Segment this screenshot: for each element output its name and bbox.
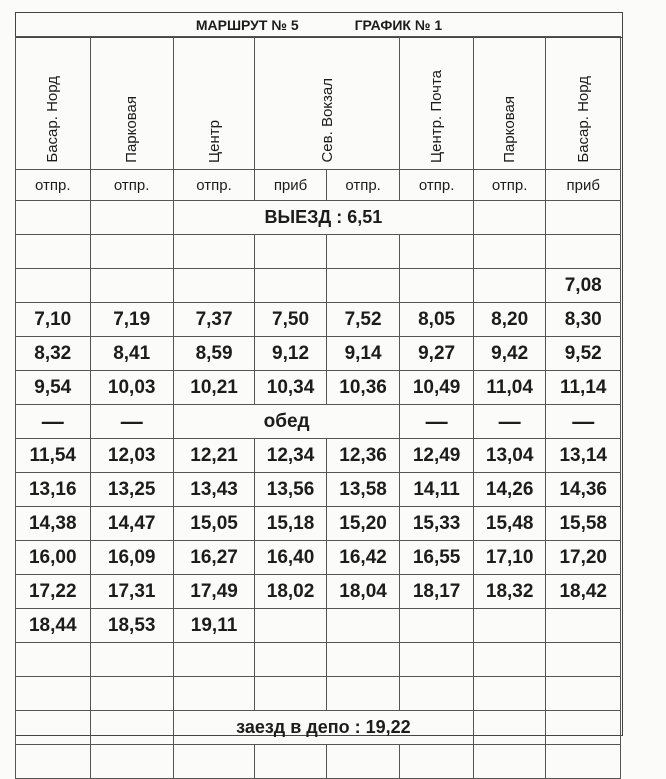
schedule-number: ГРАФИК № 1 (354, 17, 443, 33)
time-cell: 7,10 (16, 303, 91, 337)
time-cell: 13,25 (90, 473, 173, 507)
time-cell: 16,09 (90, 541, 173, 575)
stop-name: Сев. Вокзал (318, 78, 336, 163)
empty-cell (90, 711, 173, 745)
time-cell: 15,58 (546, 507, 621, 541)
timetable-grid (15, 36, 621, 779)
trip-row (16, 575, 621, 609)
time-cell: 14,11 (400, 473, 474, 507)
time-cell: 16,27 (173, 541, 254, 575)
timetable-title (16, 13, 622, 38)
timetable-sheet (15, 12, 623, 736)
time-cell: 16,40 (255, 541, 327, 575)
time-cell: 14,38 (16, 507, 91, 541)
dash-cell: — (546, 405, 621, 439)
time-cell: 18,17 (400, 575, 474, 609)
time-cell: 13,04 (473, 439, 546, 473)
time-cell: 17,31 (90, 575, 173, 609)
lunch-label: обед (173, 405, 399, 439)
subheader-cell: отпр. (400, 170, 474, 201)
time-cell: 16,00 (16, 541, 91, 575)
stop-header (16, 37, 91, 170)
time-cell: 9,54 (16, 371, 91, 405)
time-cell: 14,36 (546, 473, 621, 507)
stop-header (546, 37, 621, 170)
empty-cell (16, 711, 91, 745)
time-cell: 9,52 (546, 337, 621, 371)
departure-note: ВЫЕЗД : 6,51 (173, 201, 473, 235)
first-arrival-row (16, 269, 621, 303)
time-cell: 18,44 (16, 609, 91, 643)
time-cell: 11,04 (473, 371, 546, 405)
time-cell: 8,20 (473, 303, 546, 337)
time-cell: 19,11 (173, 609, 254, 643)
time-cell: 12,49 (400, 439, 474, 473)
last-trip-row (16, 609, 621, 643)
empty-row (16, 235, 621, 269)
empty-row (16, 677, 621, 711)
dash-cell: — (16, 405, 91, 439)
time-cell: 9,14 (326, 337, 400, 371)
stop-name: Басар. Норд (574, 76, 592, 163)
time-cell: 11,54 (16, 439, 91, 473)
subheader-row (16, 170, 621, 201)
dash-cell: — (90, 405, 173, 439)
subheader-cell: отпр. (90, 170, 173, 201)
time-cell: 17,49 (173, 575, 254, 609)
stops-header-row (16, 37, 621, 170)
empty-row (16, 643, 621, 677)
subheader-cell: отпр. (326, 170, 400, 201)
time-cell: 10,36 (326, 371, 400, 405)
time-cell: 8,59 (173, 337, 254, 371)
time-cell: 7,37 (173, 303, 254, 337)
stop-header (90, 37, 173, 170)
time-cell: 12,34 (255, 439, 327, 473)
stop-name: Парковая (123, 96, 141, 163)
trip-row (16, 303, 621, 337)
time-cell: 18,02 (255, 575, 327, 609)
time-cell: 15,18 (255, 507, 327, 541)
time-cell: 10,03 (90, 371, 173, 405)
time-cell: 12,21 (173, 439, 254, 473)
dash-cell: — (400, 405, 474, 439)
time-cell: 13,43 (173, 473, 254, 507)
time-cell: 9,27 (400, 337, 474, 371)
lunch-row (16, 405, 621, 439)
time-cell: 18,04 (326, 575, 400, 609)
empty-cell (473, 711, 546, 745)
time-cell: 7,50 (255, 303, 327, 337)
time-cell: 11,14 (546, 371, 621, 405)
dash-cell: — (473, 405, 546, 439)
stop-header (173, 37, 254, 170)
time-cell: 13,58 (326, 473, 400, 507)
time-cell: 12,03 (90, 439, 173, 473)
time-cell: 15,33 (400, 507, 474, 541)
time-cell: 8,30 (546, 303, 621, 337)
time-cell: 18,53 (90, 609, 173, 643)
stop-name: Центр (205, 120, 223, 163)
depot-row (16, 711, 621, 745)
time-cell: 13,56 (255, 473, 327, 507)
trip-row (16, 473, 621, 507)
time-cell: 8,05 (400, 303, 474, 337)
time-cell: 15,05 (173, 507, 254, 541)
empty-cell (473, 201, 546, 235)
time-cell: 12,36 (326, 439, 400, 473)
time-cell: 14,26 (473, 473, 546, 507)
trip-row (16, 337, 621, 371)
time-cell: 17,20 (546, 541, 621, 575)
subheader-cell: отпр. (473, 170, 546, 201)
trip-row (16, 371, 621, 405)
time-cell: 15,48 (473, 507, 546, 541)
empty-row (16, 745, 621, 779)
time-cell: 7,19 (90, 303, 173, 337)
stop-name: Басар. Норд (44, 76, 62, 163)
time-cell: 7,08 (546, 269, 621, 303)
subheader-cell: отпр. (16, 170, 91, 201)
subheader-cell: приб (546, 170, 621, 201)
depot-note: заезд в депо : 19,22 (173, 711, 473, 745)
time-cell: 15,20 (326, 507, 400, 541)
time-cell: 16,55 (400, 541, 474, 575)
route-number: МАРШРУТ № 5 (195, 17, 299, 33)
time-cell: 10,21 (173, 371, 254, 405)
time-cell: 13,14 (546, 439, 621, 473)
time-cell: 7,52 (326, 303, 400, 337)
time-cell: 8,32 (16, 337, 91, 371)
time-cell: 8,41 (90, 337, 173, 371)
empty-cell (546, 201, 621, 235)
stop-name: Парковая (501, 96, 519, 163)
empty-cell (546, 711, 621, 745)
trip-row (16, 507, 621, 541)
trip-row (16, 541, 621, 575)
trip-row (16, 439, 621, 473)
time-cell: 18,32 (473, 575, 546, 609)
stop-name: Центр. Почта (428, 70, 446, 163)
time-cell: 18,42 (546, 575, 621, 609)
time-cell: 17,22 (16, 575, 91, 609)
time-cell: 10,34 (255, 371, 327, 405)
time-cell: 9,42 (473, 337, 546, 371)
time-cell: 10,49 (400, 371, 474, 405)
time-cell: 13,16 (16, 473, 91, 507)
time-cell: 9,12 (255, 337, 327, 371)
departure-row (16, 201, 621, 235)
time-cell: 17,10 (473, 541, 546, 575)
stop-header (473, 37, 546, 170)
subheader-cell: отпр. (173, 170, 254, 201)
time-cell: 16,42 (326, 541, 400, 575)
time-cell: 14,47 (90, 507, 173, 541)
empty-cell (16, 201, 91, 235)
subheader-cell: приб (255, 170, 327, 201)
stop-header (255, 37, 400, 170)
empty-cell (90, 201, 173, 235)
stop-header (400, 37, 474, 170)
